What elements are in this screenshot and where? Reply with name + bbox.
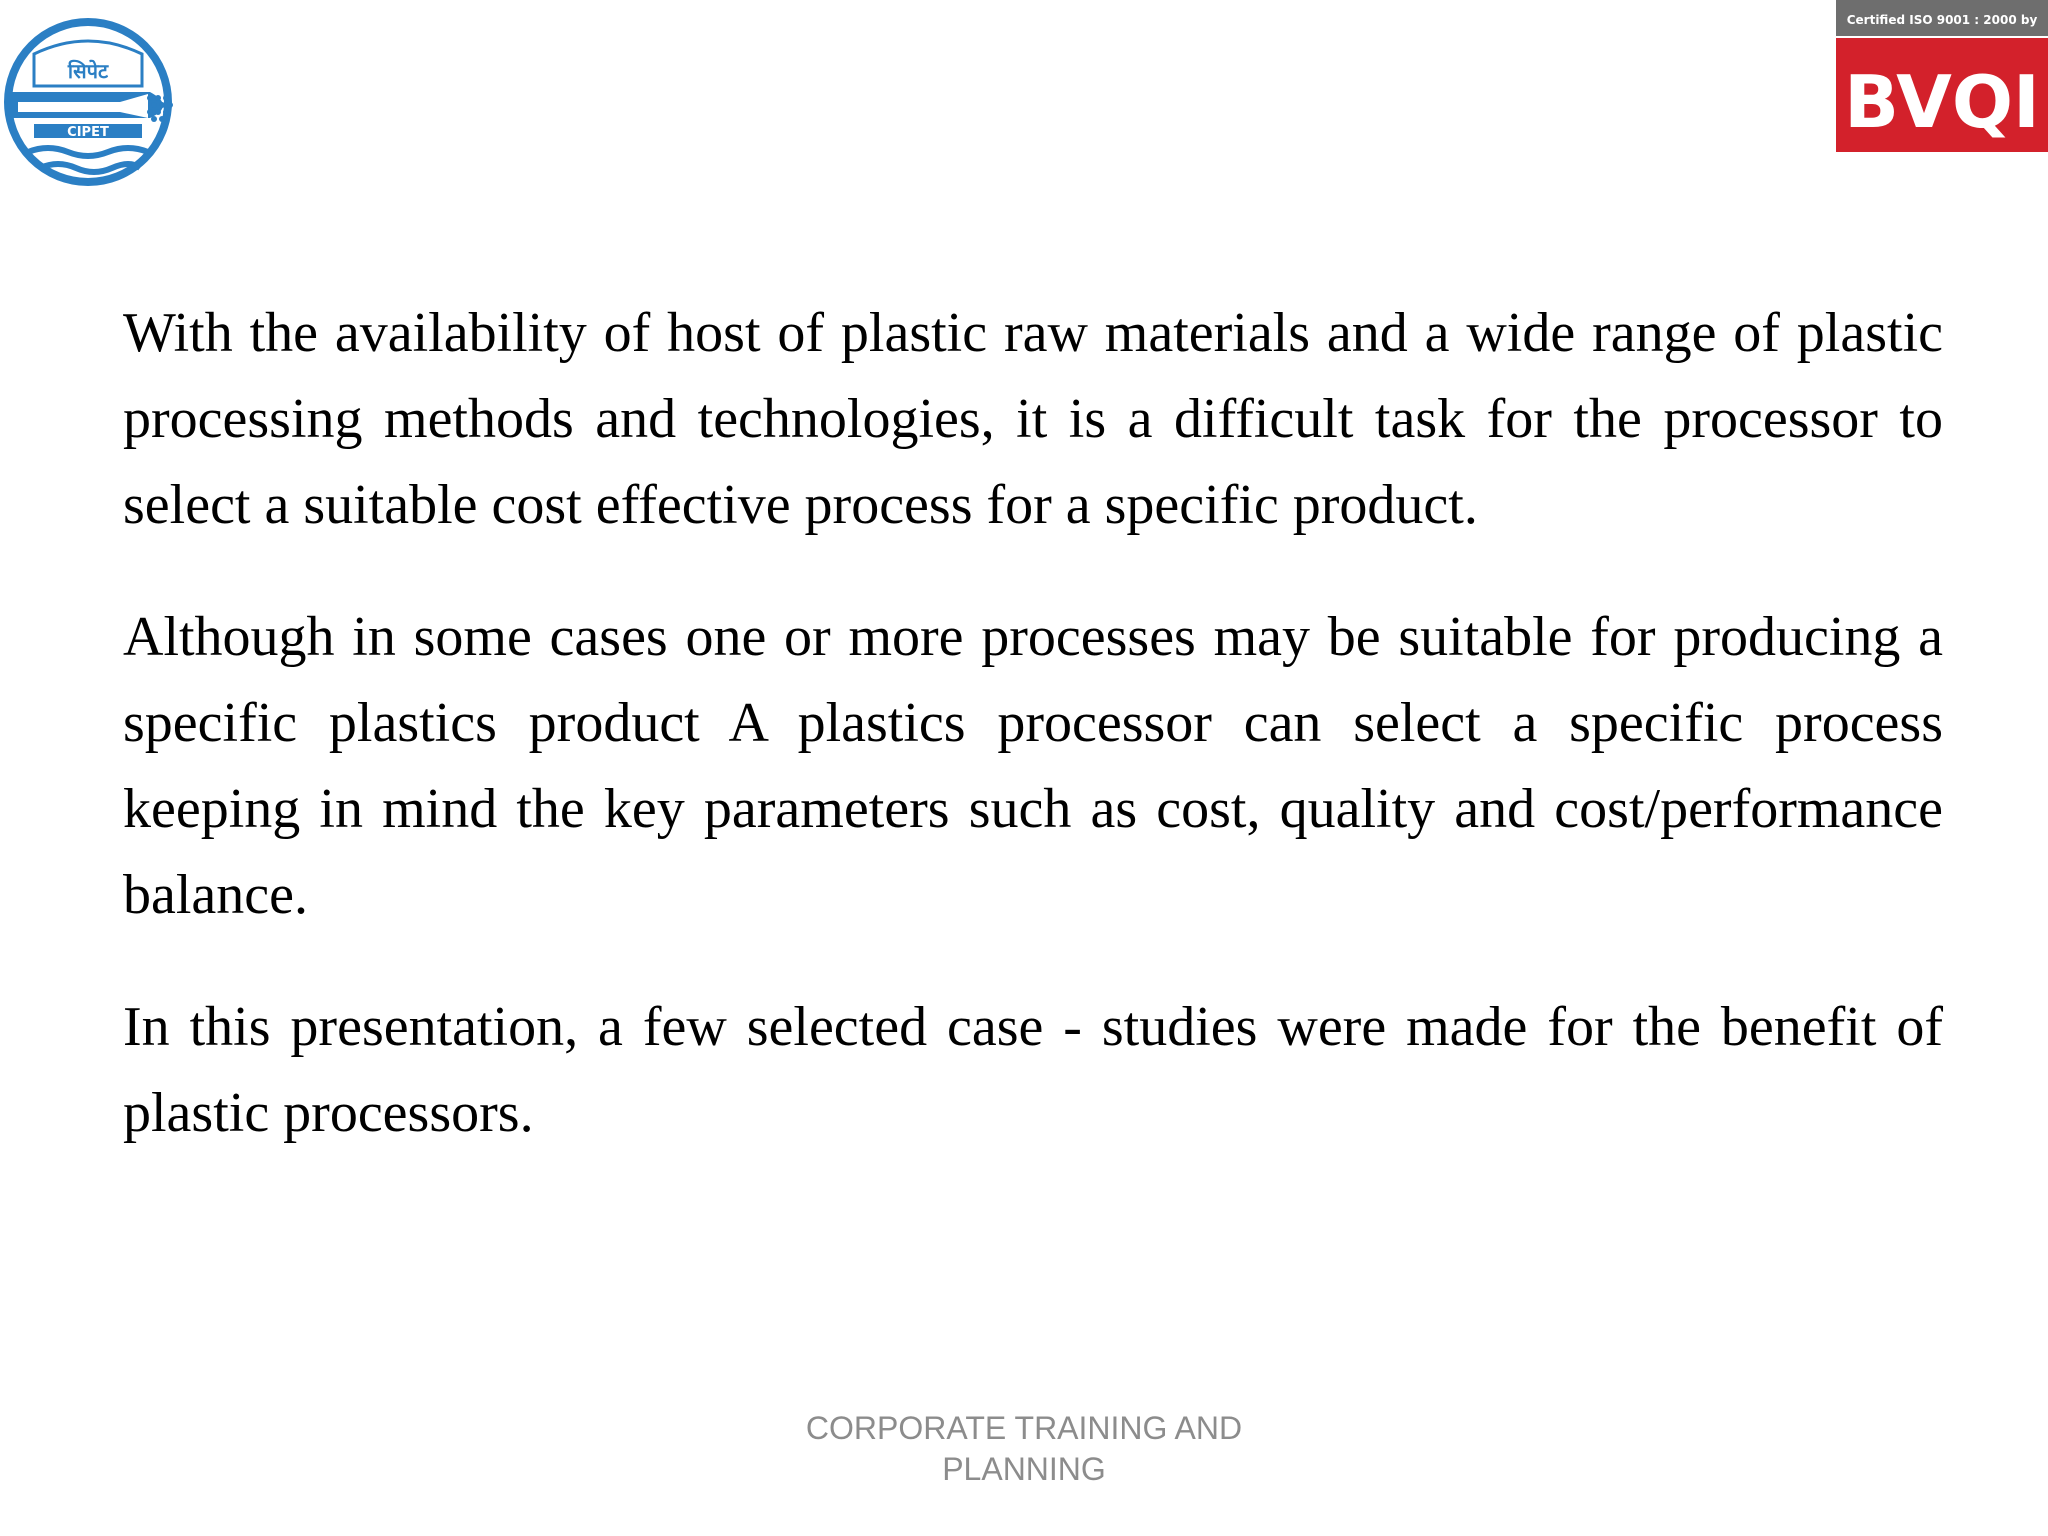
paragraph-selection: Although in some cases one or more processes may be suitable for producing a specific plastics product A plastics processor can select a specific process keeping in mind the key parameters such as cost, quality and cost/performance balance. <box>123 606 1943 926</box>
footer-label <box>724 1408 1324 1490</box>
bvqi-brand-text: BVQI <box>1844 60 2040 144</box>
certification-text: Certified ISO 9001 : 2000 by <box>1846 13 2038 27</box>
bvqi-certification-logo-icon <box>1836 0 2048 156</box>
cipet-hindi-text: सिपेट <box>67 59 109 83</box>
footer-line-1: CORPORATE TRAINING AND <box>805 1410 1243 1446</box>
paragraph-intro: With the availability of host of plastic raw materials and a wide range of plastic processing methods and technologies, it is a difficult task for the processor to select a suitable cost effective process for a specific product. <box>123 302 1943 536</box>
slide-body <box>123 290 1943 1202</box>
footer-line-2: PLANNING <box>942 1451 1106 1487</box>
cipet-logo-text: CIPET <box>67 125 109 140</box>
cipet-logo-icon <box>0 14 200 194</box>
paragraph-case-studies: In this presentation, a few selected case - studies were made for the benefit of plastic processors. <box>123 996 1943 1144</box>
